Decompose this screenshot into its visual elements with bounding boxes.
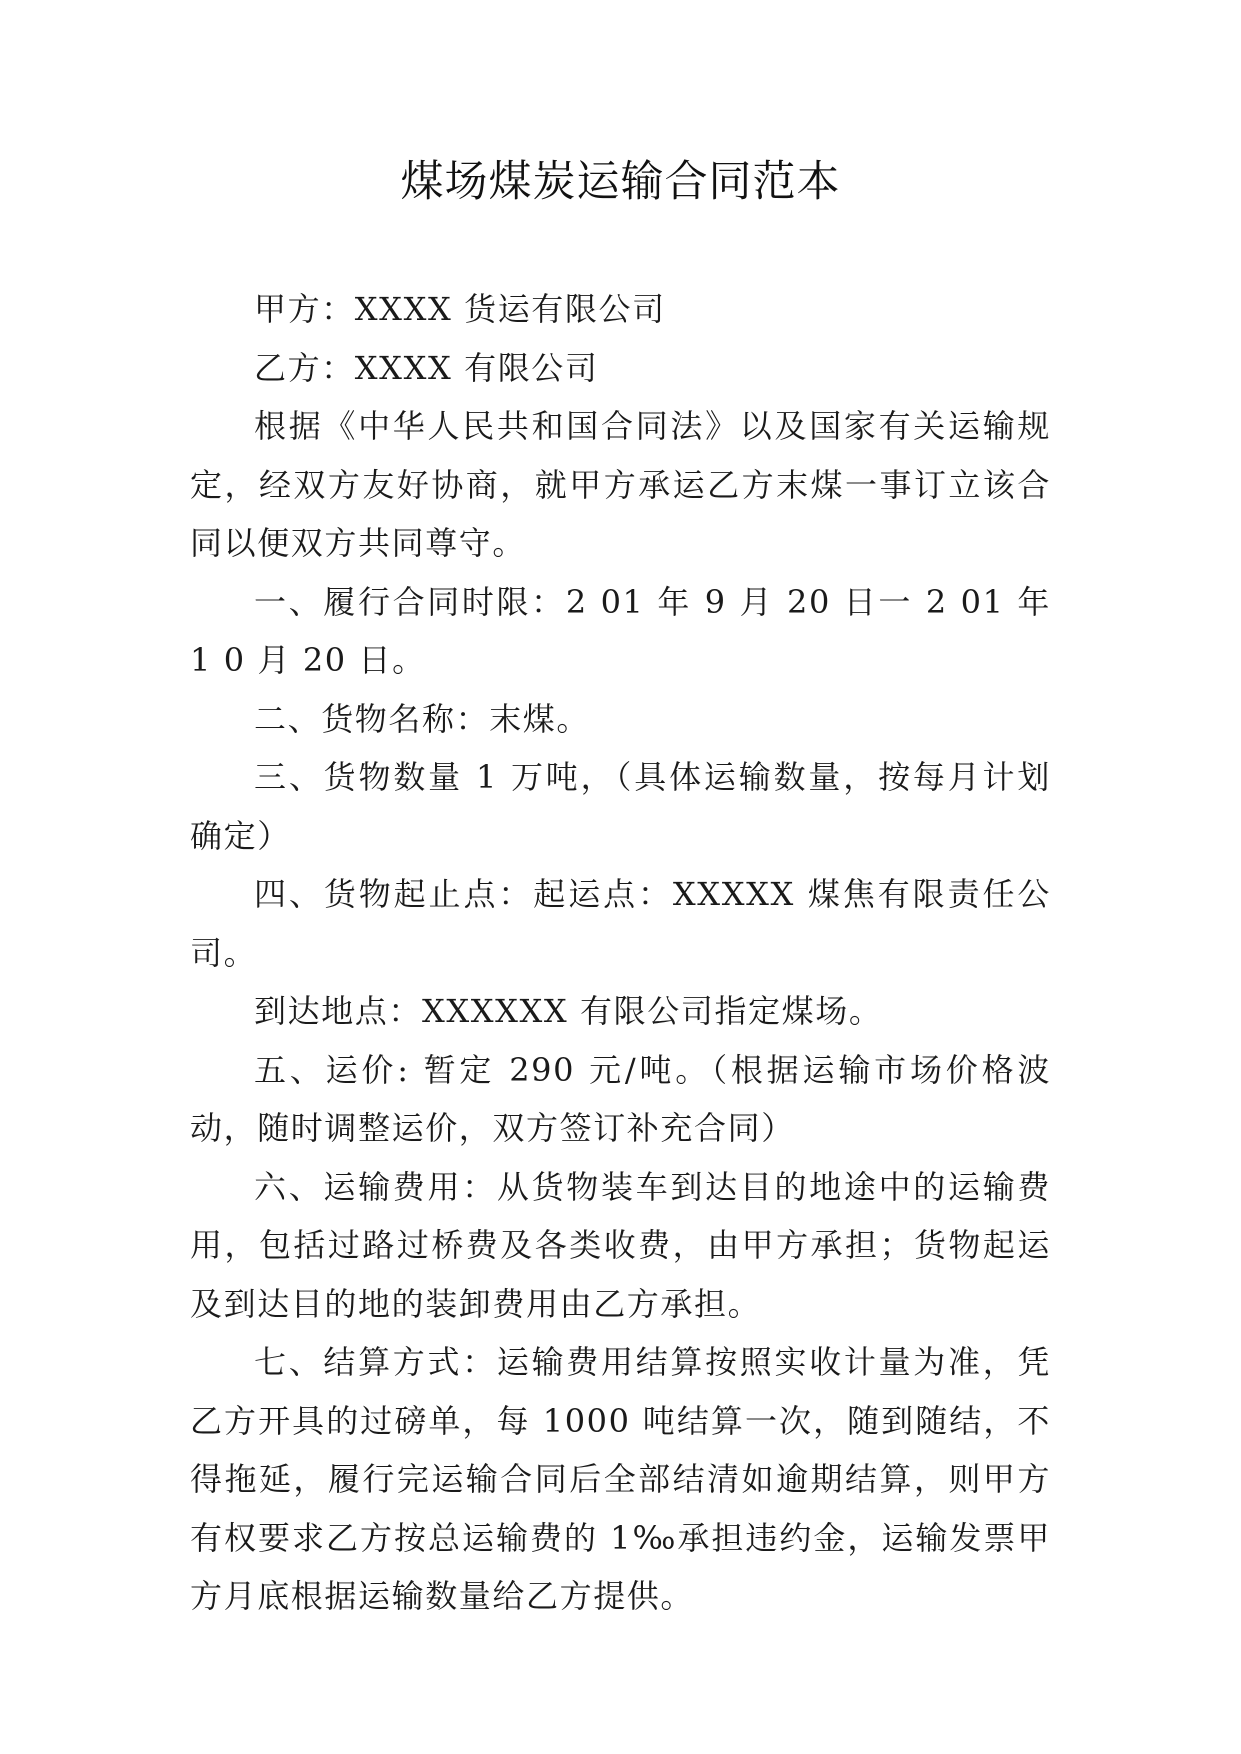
clause-goods-name: 二、货物名称：末煤。 xyxy=(254,699,591,738)
party-b-line: 乙方：XXXX 有限公司 xyxy=(254,348,599,387)
clause-price: 五、运价: 暂定 290 元/吨。（根据运输市场价格波动，随时调整运价，双方签订补充合同） xyxy=(190,1050,1051,1147)
party-a-line: 甲方：XXXX 货运有限公司 xyxy=(254,290,666,328)
clause-origin: 四、货物起止点：起运点：XXXXX 煤焦有限责任公司。 xyxy=(190,875,1051,972)
clause-goods-quantity: 三、货物数量 1 万吨，（具体运输数量，按每月计划确定） xyxy=(190,758,1051,855)
contract-body xyxy=(190,280,1051,1626)
document-title: 煤场煤炭运输合同范本 xyxy=(400,157,841,207)
clause-term: 一、履行合同时限：2 01 年 9 月 20 日一 2 01 年 1 0 月 20 日。 xyxy=(190,582,1051,679)
clause-transport-fees: 六、运输费用：从货物装车到达目的地途中的运输费用，包括过路过桥费及各类收费，由甲方承担；货物起运及到达目的地的装卸费用由乙方承担。 xyxy=(190,1167,1051,1323)
preamble-paragraph: 根据《中华人民共和国合同法》以及国家有关运输规定，经双方友好协商，就甲方承运乙方末煤一事订立该合同以便双方共同尊守。 xyxy=(190,407,1051,562)
clause-destination: 到达地点：XXXXXX 有限公司指定煤场。 xyxy=(254,992,883,1030)
clause-settlement: 七、结算方式：运输费用结算按照实收计量为准，凭乙方开具的过磅单，每 1000 吨结算一次，随到随结，不得拖延，履行完运输合同后全部结清如逾期结算，则甲方有权要求乙方按总运输费的 1‰承担违约金，运输发票甲方月底根据运输数量给乙方提供。 xyxy=(190,1343,1051,1615)
